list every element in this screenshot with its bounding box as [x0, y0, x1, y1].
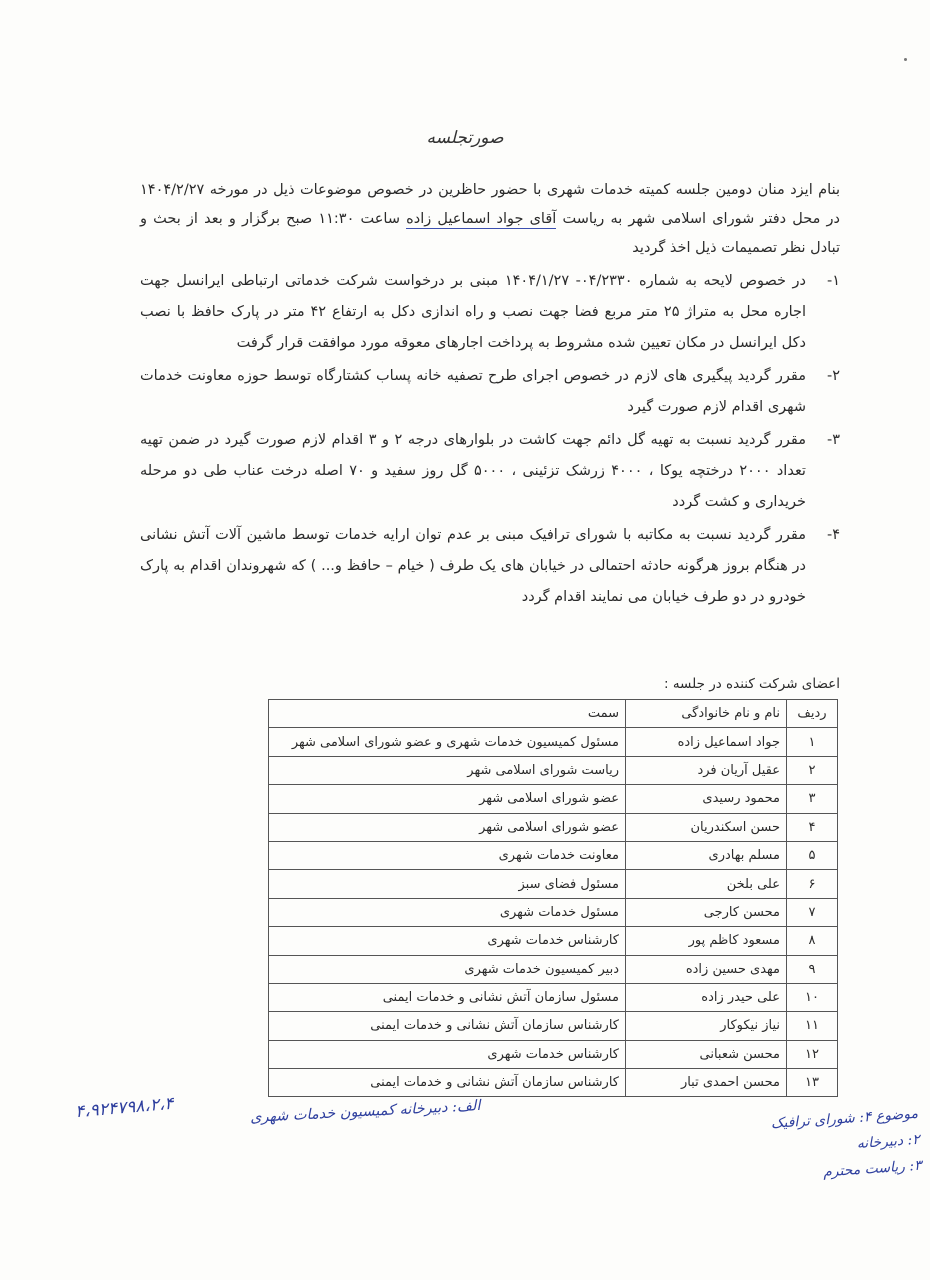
table-row [269, 983, 838, 1011]
table-row [269, 898, 838, 926]
row-index: ۶ [787, 870, 838, 898]
row-index: ۱۳ [787, 1069, 838, 1097]
handwritten-referral-note: الف: دبیرخانه کمیسیون خدمات شهری [249, 1097, 481, 1127]
attendees-label: اعضای شرکت کننده در جلسه : [663, 676, 840, 692]
row-index: ۱۲ [787, 1040, 838, 1068]
row-role: مسئول فضای سبز [269, 870, 626, 898]
row-index: ۸ [787, 927, 838, 955]
handwritten-line: ۳: ریاست محترم [822, 1157, 923, 1181]
row-role: دبیر کمیسیون خدمات شهری [269, 955, 626, 983]
table-row [269, 813, 838, 841]
members-table [268, 699, 838, 1097]
decision-number: ۴- [826, 527, 840, 543]
decisions-list [140, 266, 840, 615]
intro-paragraph [140, 176, 840, 263]
row-name: محمود رسیدی [626, 785, 787, 813]
row-name: حسن اسکندریان [626, 813, 787, 841]
intro-text-start: بنام ایزد منان دومین جلسه کمیته خدمات شهری با حضور حاظرین در خصوص موضوعات ذیل در مورخه ۱۴۰۴/۲/۲۷ در محل دفتر شورای اسلامی شهر به ریاست [140, 182, 840, 227]
table-row [269, 1012, 838, 1040]
decision-text: در خصوص لایحه به شماره ۰۴/۲۳۳۰- ۱۴۰۴/۱/۲۷ مبنی بر درخواست شرکت خدماتی ارتباطی ایرانسل جهت اجاره محل به متراژ ۲۵ متر مربع فضا جهت نصب و راه اندازی دکل به ارتفاع ۴۲ متر در پارک حافظ با نصب دکل ایرانسل در مکان تعیین شده مشروط به پرداخت اجارهای معوقه مورد موافقت قرار گرفت [140, 273, 806, 351]
decision-number: ۲- [826, 368, 840, 384]
table-row [269, 756, 838, 784]
table-header-row [269, 700, 838, 728]
handwritten-line: موضوع ۴: شورای ترافیک [770, 1105, 919, 1132]
table-row [269, 1069, 838, 1097]
row-index: ۴ [787, 813, 838, 841]
row-index: ۲ [787, 756, 838, 784]
table-row [269, 728, 838, 756]
handwritten-distribution-notes [708, 1101, 923, 1193]
decision-text: مقرر گردید نسبت به مکاتبه با شورای ترافیک مبنی بر عدم توان ارایه خدمات توسط ماشین آلات آتش نشانی در هنگام بروز هرگونه حادثه احتمالی در خیابان های یک طرف ( خیام – حافظ و... ) که شهروندان اقدام به پارک خودرو در دو طرف خیابان می نمایند اقدام گردد [140, 527, 806, 605]
handwritten-reference-number: ۴،۹۲۴۷۹۸،۲،۴ [74, 1093, 175, 1123]
decision-number: ۱- [826, 273, 840, 289]
row-name: نیاز نیکوکار [626, 1012, 787, 1040]
row-name: جواد اسماعیل زاده [626, 728, 787, 756]
row-index: ۵ [787, 841, 838, 869]
header-role: سمت [269, 700, 626, 728]
row-role: عضو شورای اسلامی شهر [269, 785, 626, 813]
row-name: علی حیدر زاده [626, 983, 787, 1011]
row-name: علی بلخن [626, 870, 787, 898]
chair-name-underlined: آقای جواد اسماعیل زاده [406, 211, 557, 227]
row-name: محسن کارجی [626, 898, 787, 926]
row-index: ۱۰ [787, 983, 838, 1011]
table-row [269, 785, 838, 813]
intro-text-end: ساعت ۱۱:۳۰ صبح برگزار و بعد از بحث و تبادل نظر تصمیمات ذیل اخذ گردید [140, 211, 840, 256]
row-role: کارشناس خدمات شهری [269, 927, 626, 955]
row-name: مهدی حسین زاده [626, 955, 787, 983]
table-row [269, 955, 838, 983]
row-name: مسعود کاظم پور [626, 927, 787, 955]
header-index: ردیف [787, 700, 838, 728]
row-role: معاونت خدمات شهری [269, 841, 626, 869]
row-role: کارشناس سازمان آتش نشانی و خدمات ایمنی [269, 1069, 626, 1097]
row-role: مسئول کمیسیون خدمات شهری و عضو شورای اسلامی شهر [269, 728, 626, 756]
scan-speck [904, 58, 907, 61]
row-index: ۹ [787, 955, 838, 983]
row-role: ریاست شورای اسلامی شهر [269, 756, 626, 784]
handwritten-line: ۲: دبیرخانه [856, 1131, 921, 1153]
row-index: ۷ [787, 898, 838, 926]
header-name: نام و نام خانوادگی [626, 700, 787, 728]
decision-item [140, 520, 840, 613]
table-row [269, 927, 838, 955]
page-title: صورتجلسه [426, 128, 504, 148]
decision-item [140, 266, 840, 359]
row-name: عقیل آریان فرد [626, 756, 787, 784]
row-index: ۱۱ [787, 1012, 838, 1040]
row-name: مسلم بهادری [626, 841, 787, 869]
table-row [269, 841, 838, 869]
decision-text: مقرر گردید پیگیری های لازم در خصوص اجرای طرح تصفیه خانه پساب کشتارگاه توسط حوزه معاونت خدمات شهری اقدام لازم صورت گیرد [140, 368, 806, 415]
row-index: ۳ [787, 785, 838, 813]
decision-item [140, 361, 840, 423]
row-name: محسن شعبانی [626, 1040, 787, 1068]
row-name: محسن احمدی تبار [626, 1069, 787, 1097]
row-index: ۱ [787, 728, 838, 756]
decision-text: مقرر گردید نسبت به تهیه گل دائم جهت کاشت در بلوارهای درجه ۲ و ۳ اقدام لازم صورت گیرد در ضمن تهیه تعداد ۲۰۰۰ درختچه یوکا ، ۴۰۰۰ زرشک تزئینی ، ۵۰۰۰ گل روز سفید و ۷۰ اصله درخت عناب طی دو مرحله خریداری و کشت گردد [140, 432, 806, 510]
row-role: مسئول سازمان آتش نشانی و خدمات ایمنی [269, 983, 626, 1011]
decision-number: ۳- [826, 432, 840, 448]
row-role: کارشناس خدمات شهری [269, 1040, 626, 1068]
row-role: مسئول خدمات شهری [269, 898, 626, 926]
table-row [269, 870, 838, 898]
row-role: کارشناس سازمان آتش نشانی و خدمات ایمنی [269, 1012, 626, 1040]
row-role: عضو شورای اسلامی شهر [269, 813, 626, 841]
decision-item [140, 425, 840, 518]
table-row [269, 1040, 838, 1068]
